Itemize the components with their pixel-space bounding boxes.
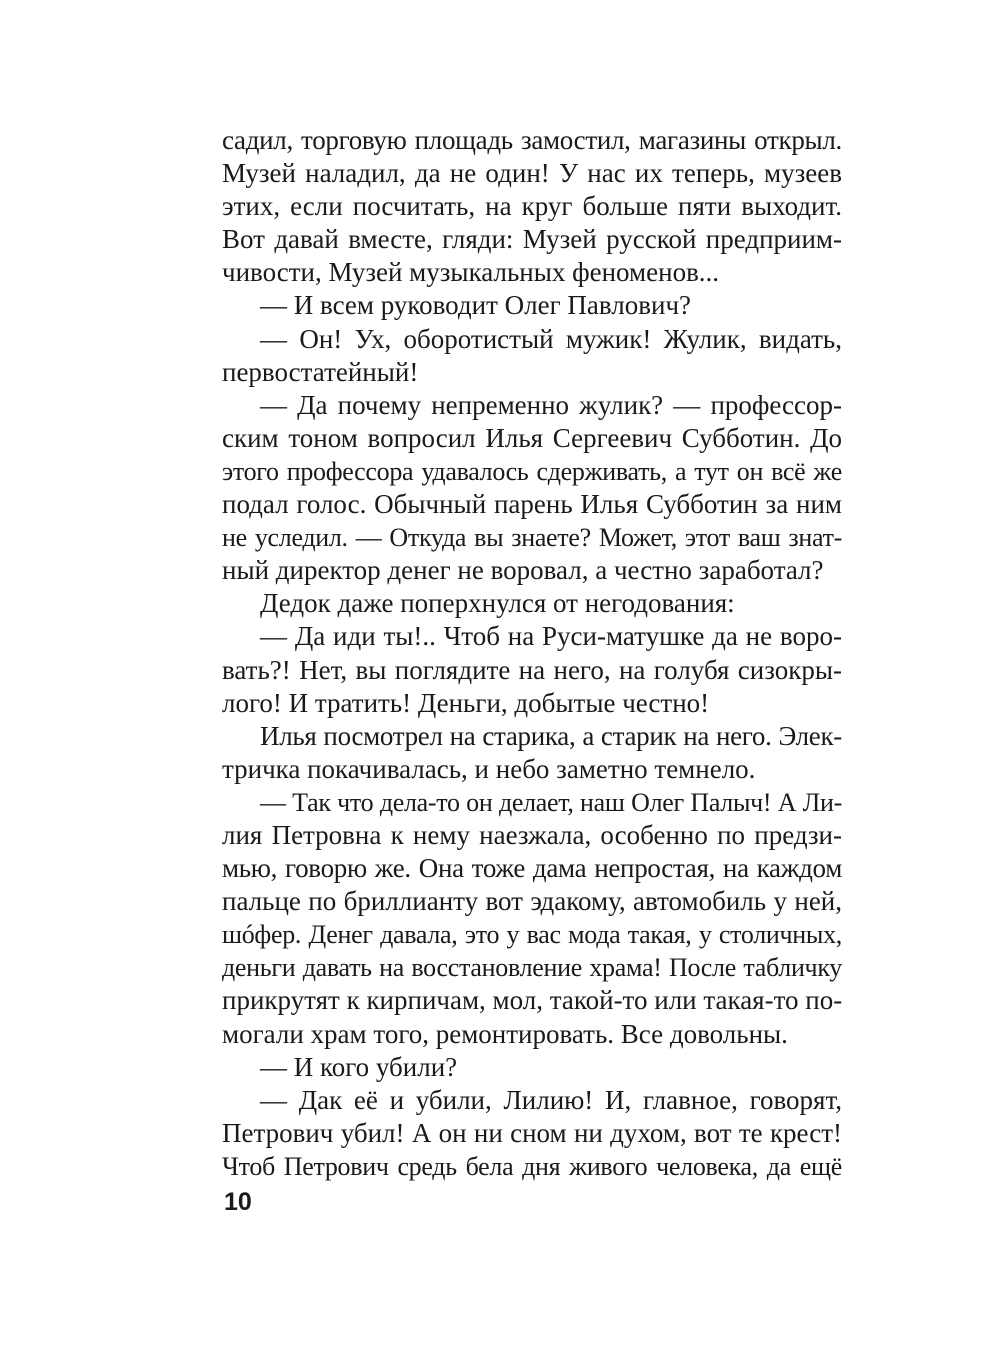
text-line: — И кого убили? (260, 1051, 458, 1082)
text-line: лого! И тратить! Деньги, добытые честно! (222, 687, 710, 718)
text-line: этих, если посчитать, на круг больше пяти выходит. (222, 191, 842, 222)
text-line: ный директор денег не воровал, а честно заработал? (222, 555, 824, 586)
text-line: шóфер. Денег давала, это у вас мода такая, у столичных, (222, 920, 842, 950)
text-line: мью, говорю же. Она тоже дама непростая, на каждом (222, 853, 842, 884)
text-line: Вот давай вместе, гляди: Музей русской предприим- (222, 224, 842, 255)
text-line: первостатейный! (222, 356, 419, 387)
text-line: пальце по бриллианту вот эдакому, автомобиль у ней, (222, 886, 842, 917)
text-line: не уследил. — Откуда вы знаете? Может, этот ваш знат- (222, 523, 842, 553)
text-line: — Дак её и убили, Лилию! И, главное, говорят, (260, 1084, 842, 1115)
text-line: подал голос. Обычный парень Илья Субботин за ним (222, 489, 842, 520)
text-line: — И всем руководит Олег Павлович? (260, 290, 692, 321)
text-line: могали храм того, ремонтировать. Все довольны. (222, 1018, 788, 1049)
text-line: садил, торговую площадь замостил, магазины открыл. (222, 125, 842, 155)
text-line: вать?! Нет, вы поглядите на него, на голубя сизокры- (222, 654, 842, 685)
body-text (222, 124, 842, 1183)
text-line: ским тоном вопросил Илья Сергеевич Субботин. До (222, 422, 842, 453)
text-line: — Да иди ты!.. Чтоб на Руси-матушке да не воро- (260, 621, 842, 652)
text-line: Музей наладил, да не один! У нас их теперь, музеев (222, 158, 842, 189)
text-line: Чтоб Петрович средь бела дня живого человека, да ещё (222, 1151, 842, 1181)
page-number: 10 (224, 1188, 252, 1216)
text-line: Илья посмотрел на старика, а старик на него. Элек- (260, 720, 842, 751)
text-line: Дедок даже поперхнулся от негодования: (260, 588, 735, 619)
text-line: тричка покачивалась, и небо заметно темнело. (222, 753, 756, 784)
text-line: деньги давать на восстановление храма! После табличку (222, 953, 842, 983)
text-line: этого профессора удавалось сдерживать, а тут он всё же (222, 456, 842, 486)
text-line: — Да почему непременно жулик? — профессор- (260, 389, 842, 420)
text-line: — Так что дела-то он делает, наш Олег Палыч! А Ли- (260, 787, 842, 817)
text-line: чивости, Музей музыкальных феноменов... (222, 257, 720, 288)
text-line: — Он! Ух, оборотистый мужик! Жулик, видать, (260, 323, 842, 354)
text-line: лия Петровна к нему наезжала, особенно по предзи- (222, 819, 842, 850)
text-line: прикрутят к кирпичам, мол, такой-то или такая-то по- (222, 985, 843, 1016)
text-line: Петрович убил! А он ни сном ни духом, вот те крест! (222, 1117, 842, 1148)
